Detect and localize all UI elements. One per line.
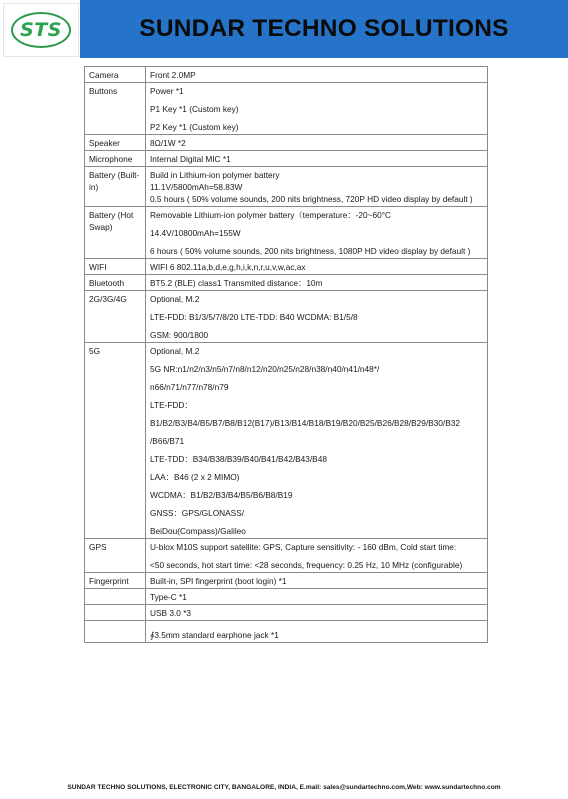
spec-row: [85, 343, 488, 539]
spec-value-line: 0.5 hours ( 50% volume sounds, 200 nits brightness, 720P HD video display by default ): [150, 194, 473, 204]
spec-value: [146, 539, 488, 573]
page-title: SUNDAR TECHNO SOLUTIONS: [139, 15, 509, 42]
spec-value: [146, 573, 488, 589]
spec-value-line: Internal Digital MIC *1: [150, 154, 231, 164]
spec-row: [85, 539, 488, 573]
spec-value-line: /B66/B71: [150, 436, 185, 446]
spec-row: [85, 259, 488, 275]
spec-value-line: LAA：B46 (2 x 2 MIMO): [150, 472, 240, 482]
spec-value-line: P1 Key *1 (Custom key): [150, 104, 239, 114]
spec-value-line: 14.4V/10800mAh=155W: [150, 228, 241, 238]
spec-value-line: ∮3.5mm standard earphone jack *1: [150, 630, 279, 640]
spec-row: [85, 573, 488, 589]
spec-value-line: P2 Key *1 (Custom key): [150, 122, 239, 132]
spec-label: 5G: [85, 343, 146, 539]
spec-row-extra: [85, 589, 488, 605]
spec-value-line: USB 3.0 *3: [150, 608, 192, 618]
spec-label: Speaker: [85, 135, 146, 151]
spec-value-line: <50 seconds, hot start time: <28 seconds, frequency: 0.25 Hz, 10 MHz (configurable): [150, 560, 463, 570]
spec-value-line: 6 hours ( 50% volume sounds, 200 nits brightness, 1080P HD video display by default ): [150, 246, 471, 256]
spec-value-line: LTE-TDD：B34/B38/B39/B40/B41/B42/B43/B48: [150, 454, 327, 464]
spec-value-line: 11.1V/5800mAh=58.83W: [150, 182, 243, 192]
spec-value-line: Front 2.0MP: [150, 70, 196, 80]
spec-value: [146, 67, 488, 83]
page-header: [0, 0, 568, 58]
spec-row-extra: [85, 621, 488, 643]
spec-row: [85, 167, 488, 207]
spec-label: Buttons: [85, 83, 146, 135]
spec-value-line: WCDMA：B1/B2/B3/B4/B5/B6/B8/B19: [150, 490, 293, 500]
spec-label: 2G/3G/4G: [85, 291, 146, 343]
spec-label: WIFI: [85, 259, 146, 275]
spec-row: [85, 291, 488, 343]
spec-value-line: 8Ω/1W *2: [150, 138, 186, 148]
spec-row-extra: [85, 605, 488, 621]
spec-value: [146, 259, 488, 275]
spec-value: [146, 589, 488, 605]
spec-row: [85, 275, 488, 291]
spec-value-line: B1/B2/B3/B4/B5/B7/B8/B12(B17)/B13/B14/B18/B19/B20/B25/B26/B28/B29/B30/B32: [150, 418, 460, 428]
spec-value: [146, 167, 488, 207]
spec-value: [146, 605, 488, 621]
spec-label: Camera: [85, 67, 146, 83]
title-banner: [80, 0, 568, 58]
spec-table: [84, 66, 488, 643]
spec-label: Fingerprint: [85, 573, 146, 589]
spec-label: Microphone: [85, 151, 146, 167]
spec-value-line: Optional, M.2: [150, 346, 200, 356]
spec-value: [146, 343, 488, 539]
spec-value-line: Removable Lithium-ion polymer battery（temperature：-20~60°C: [150, 210, 392, 220]
spec-value-line: BT5.2 (BLE) class1 Transmited distance：10m: [150, 278, 323, 288]
spec-row: [85, 151, 488, 167]
spec-label: Bluetooth: [85, 275, 146, 291]
spec-row: [85, 83, 488, 135]
spec-value: [146, 207, 488, 259]
spec-row: [85, 135, 488, 151]
spec-value-line: Optional, M.2: [150, 294, 200, 304]
spec-value-line: WIFI 6 802.11a,b,d,e,g,h,i,k,n,r,u,v,w,ac,ax: [150, 262, 306, 272]
company-logo: [3, 3, 79, 57]
page-footer: SUNDAR TECHNO SOLUTIONS, ELECTRONIC CITY, BANGALORE, INDIA, E.mail: sales@sundartechno.com,Web: www.sundartechno.com: [67, 784, 501, 791]
spec-value: [146, 135, 488, 151]
spec-value-line: Type-C *1: [150, 592, 187, 602]
spec-label-empty: [85, 589, 146, 605]
spec-value-line: 5G NR:n1/n2/n3/n5/n7/n8/n12/n20/n25/n28/n38/n40/n41/n48*/: [150, 364, 380, 374]
spec-label: Battery (Hot Swap): [85, 207, 146, 259]
spec-value-line: Built-in, SPI fingerprint (boot login) *1: [150, 576, 287, 586]
spec-value-line: LTE-FDD: B1/3/5/7/8/20 LTE-TDD: B40 WCDMA: B1/5/8: [150, 312, 358, 322]
spec-value-line: BeiDou(Compass)/Galileo: [150, 526, 246, 536]
spec-table-body: [85, 67, 488, 643]
spec-value: [146, 275, 488, 291]
spec-value-line: U-blox M10S support satellite: GPS, Capture sensitivity: - 160 dBm, Cold start time:: [150, 542, 457, 552]
spec-value-line: GSM: 900/1800: [150, 330, 209, 340]
spec-label-empty: [85, 621, 146, 643]
spec-label: GPS: [85, 539, 146, 573]
spec-label-empty: [85, 605, 146, 621]
spec-value: [146, 151, 488, 167]
spec-value-line: Power *1: [150, 86, 184, 96]
spec-value: [146, 291, 488, 343]
spec-value: [146, 621, 488, 643]
spec-value-line: n66/n71/n77/n78/n79: [150, 382, 229, 392]
spec-value-line: LTE-FDD：: [150, 400, 193, 410]
spec-value: [146, 83, 488, 135]
spec-value-line: GNSS：GPS/GLONASS/: [150, 508, 245, 518]
spec-label: Battery (Built-in): [85, 167, 146, 207]
spec-row: [85, 67, 488, 83]
spec-value-line: Build in Lithium-ion polymer battery: [150, 170, 280, 180]
logo-oval: [11, 12, 71, 48]
logo-text: STS: [20, 19, 62, 41]
spec-row: [85, 207, 488, 259]
